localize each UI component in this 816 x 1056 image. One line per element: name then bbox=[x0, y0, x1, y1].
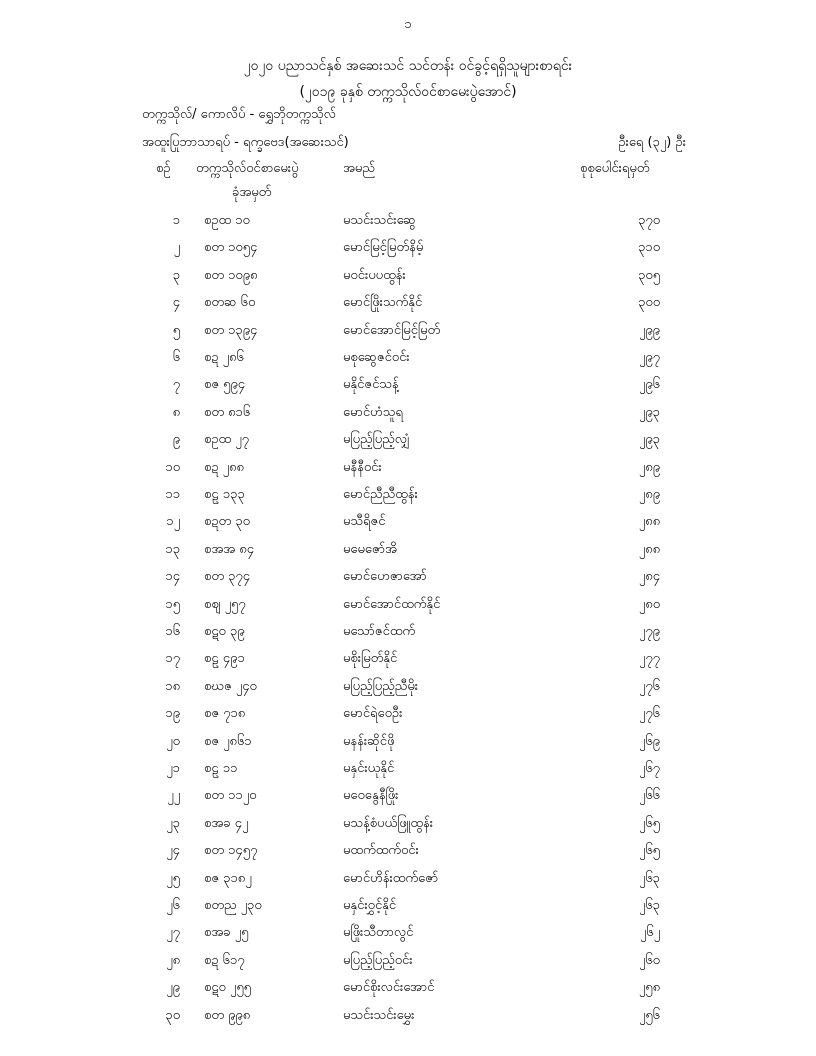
roll-number: စဃဇ ၂၄၀ bbox=[204, 678, 257, 694]
total-marks: ၂၆၆ bbox=[638, 788, 660, 804]
row-number: ၁၀ bbox=[165, 459, 180, 475]
row-number: ၁၉ bbox=[165, 706, 180, 722]
roll-number: စဥထ ၁၀ bbox=[204, 213, 250, 228]
total-marks: ၂၇၉ bbox=[638, 624, 660, 639]
table-row bbox=[0, 952, 816, 978]
row-number: ၂၁ bbox=[166, 761, 180, 776]
row-number: ၂၆ bbox=[166, 898, 180, 913]
total-count: ဦးရေ (၃၂) ဦး bbox=[618, 135, 686, 150]
table-row bbox=[0, 486, 816, 512]
total-marks: ၂၆၉ bbox=[638, 733, 660, 749]
total-marks: ၃၀၅ bbox=[638, 267, 660, 283]
roll-number: စတ ၈၁၆ bbox=[204, 404, 251, 420]
roll-number: စဍ ၂၈၆ bbox=[204, 350, 244, 365]
total-marks: ၃၁၀ bbox=[638, 240, 660, 256]
row-number: ၂၃ bbox=[166, 815, 180, 831]
roll-number: စအခ ၂၅ bbox=[204, 925, 249, 941]
student-name: မပြည့်ပြည့်ညီမိုး bbox=[343, 678, 419, 694]
table-row bbox=[0, 760, 816, 786]
table-row bbox=[0, 513, 816, 539]
total-marks: ၂၅၈ bbox=[638, 980, 660, 996]
total-marks: ၂၉၆ bbox=[638, 377, 660, 393]
student-name: မထက်ထက်ဝင်း bbox=[343, 843, 419, 859]
roll-number: စဠ ၄၉၁ bbox=[204, 651, 245, 667]
roll-number: စတ ၁၃၉၄ bbox=[204, 322, 258, 338]
row-number: ၁၂ bbox=[166, 514, 180, 530]
row-number: ၃၀ bbox=[165, 1007, 180, 1023]
total-marks: ၂၆၃ bbox=[638, 870, 660, 886]
student-name: မောင်ညီညီထွန်း bbox=[343, 487, 418, 502]
total-marks: ၂၆၅ bbox=[638, 843, 660, 859]
total-marks: ၃၀၀ bbox=[638, 295, 660, 311]
table-row bbox=[0, 623, 816, 649]
student-name: မဖြိုးသီတာလွင် bbox=[343, 925, 414, 941]
row-number: ၁၃ bbox=[165, 541, 180, 557]
row-number: ၂၀ bbox=[166, 733, 180, 749]
table-row bbox=[0, 924, 816, 950]
roll-number: စဥထ ၂၇ bbox=[204, 432, 249, 448]
table-row bbox=[0, 678, 816, 704]
table-row bbox=[0, 239, 816, 265]
table-row bbox=[0, 294, 816, 320]
student-name: မဝင်းပပထွန်း bbox=[343, 267, 406, 283]
page-number: ၁ bbox=[404, 17, 412, 32]
row-number: ၇ bbox=[172, 377, 180, 393]
student-name: မောင်ရဲဝေဦး bbox=[343, 706, 403, 722]
roll-number: စဋဝ ၂၅၅ bbox=[204, 980, 251, 996]
student-name: မနိုင်ဇင်သန့် bbox=[343, 377, 399, 393]
student-name: မပြည့်ပြည့်လျှံ bbox=[343, 432, 410, 448]
table-row bbox=[0, 431, 816, 457]
total-marks: ၃၇၀ bbox=[638, 213, 660, 228]
roll-number: စတ ၉၉၈ bbox=[204, 1007, 251, 1023]
roll-number: စအအ ၈၄ bbox=[204, 541, 255, 557]
student-name: မသီရိဇင် bbox=[343, 514, 386, 530]
row-number: ၉ bbox=[172, 432, 180, 448]
total-marks: ၂၉၃ bbox=[638, 404, 660, 420]
table-row bbox=[0, 568, 816, 594]
total-marks: ၂၆၂ bbox=[639, 925, 660, 941]
table-row bbox=[0, 376, 816, 402]
total-marks: ၂၆၅ bbox=[638, 815, 660, 831]
student-name: မောင်အောင်မြင့်မြတ် bbox=[343, 322, 441, 338]
subject-line: အထူးပြုဘာသာရပ် - ရက္ခဗေဒ(အဆေးသင်) bbox=[142, 135, 349, 150]
row-number: ၂၂ bbox=[167, 788, 180, 804]
table-row bbox=[0, 404, 816, 430]
roll-number: စဍ ၂၈၈ bbox=[204, 459, 244, 475]
table-row bbox=[0, 212, 816, 238]
total-marks: ၂၈၈ bbox=[638, 541, 660, 557]
roll-number: စဋဝ ၃၉ bbox=[204, 624, 245, 639]
row-number: ၈ bbox=[172, 404, 180, 420]
table-row bbox=[0, 541, 816, 567]
roll-number: စတ ၃၇၄ bbox=[204, 569, 251, 585]
row-number: ၂၄ bbox=[166, 843, 180, 859]
student-name: မောင်ဟိန်းထက်ဇော် bbox=[343, 870, 439, 886]
roll-number: စဠ ၁၃၃ bbox=[204, 487, 245, 502]
total-marks: ၂၈၉ bbox=[638, 487, 660, 502]
total-marks: ၂၈၄ bbox=[638, 569, 660, 585]
student-name: မနီနီဝင်း bbox=[343, 459, 382, 475]
table-row bbox=[0, 322, 816, 348]
row-number: ၂၅ bbox=[166, 870, 180, 886]
roll-number: စဈ ၂၅၇ bbox=[204, 596, 246, 612]
row-number: ၁၄ bbox=[165, 569, 180, 585]
document-subtitle: (၂၀၁၉ ခုနှစ် တက္ကသိုလ်ဝင်စာမေးပွဲအောင်) bbox=[299, 84, 517, 100]
student-name: မနန်းဆိုင်ဖို bbox=[343, 733, 395, 749]
roll-number: စဇ ၇၁၈ bbox=[204, 706, 246, 722]
table-row bbox=[0, 1007, 816, 1033]
roll-number: စတ ၁၄၅၇ bbox=[204, 843, 258, 859]
row-number: ၂ bbox=[173, 240, 180, 256]
student-name: မောင်ဟံသူရ bbox=[343, 404, 403, 420]
row-number: ၆ bbox=[172, 350, 180, 365]
total-marks: ၂၇၇ bbox=[638, 651, 660, 667]
roll-number: စတ ၁၀၉၈ bbox=[204, 267, 258, 283]
row-number: ၁၁ bbox=[165, 487, 180, 502]
student-name: မမေဇော်အိ bbox=[343, 541, 397, 557]
roll-number: စအခ ၄၂ bbox=[204, 815, 249, 831]
row-number: ၁၅ bbox=[165, 596, 180, 612]
header-name: အမည် bbox=[343, 161, 375, 176]
roll-number: စဇ ၃၁၈၂ bbox=[204, 870, 252, 886]
total-marks: ၂၉၇ bbox=[638, 350, 660, 365]
student-name: မဝေနွေနီဖြိုး bbox=[343, 788, 399, 804]
roll-number: စဠ ၁၁ bbox=[204, 761, 238, 776]
total-marks: ၂၇၆ bbox=[638, 706, 660, 722]
total-marks: ၂၈၀ bbox=[638, 596, 660, 612]
student-name: မနှင်းဝွှင့်နိုင် bbox=[343, 898, 397, 913]
row-number: ၁၆ bbox=[165, 624, 180, 639]
total-marks: ၂၈၉ bbox=[638, 459, 660, 475]
row-number: ၁၇ bbox=[165, 651, 180, 667]
total-marks: ၂၇၆ bbox=[638, 678, 660, 694]
roll-number: စဇ ၂၈၆၁ bbox=[204, 733, 252, 749]
total-marks: ၂၆၇ bbox=[638, 761, 660, 776]
student-name: မောင်ဟေဇာအော် bbox=[343, 569, 427, 585]
row-number: ၁၈ bbox=[165, 678, 180, 694]
header-marks: စုစုပေါင်းရမှတ် bbox=[580, 161, 650, 176]
row-number: ၃ bbox=[172, 267, 180, 283]
table-row bbox=[0, 897, 816, 923]
table-row bbox=[0, 459, 816, 485]
student-name: မောင်အောင်ထက်နိုင် bbox=[343, 596, 441, 612]
student-name: မသင်းသင်းဆွေ bbox=[343, 213, 416, 228]
table-row bbox=[0, 596, 816, 622]
row-number: ၂၈ bbox=[166, 952, 180, 968]
total-marks: ၂၅၆ bbox=[638, 1007, 660, 1023]
student-name: မစုဆွေဇင်ဝင်း bbox=[343, 350, 410, 365]
student-name: မသန့်စံပယ်ဖြူထွန်း bbox=[343, 815, 434, 831]
roll-number: စဍ ၆၁၇ bbox=[204, 952, 245, 968]
header-no: စဉ် bbox=[156, 161, 171, 176]
total-marks: ၂၈၈ bbox=[638, 514, 660, 530]
table-row bbox=[0, 815, 816, 841]
row-number: ၄ bbox=[172, 295, 180, 311]
student-name: မသင်းသင်းမွှေး bbox=[343, 1007, 415, 1023]
row-number: ၅ bbox=[172, 322, 180, 338]
table-row bbox=[0, 267, 816, 293]
total-marks: ၂၆၀ bbox=[638, 952, 660, 968]
row-number: ၂၇ bbox=[166, 925, 180, 941]
student-name: မပြည့်ပြည့်ဝင်း bbox=[343, 952, 413, 968]
student-name: မောင်စိုးလင်းအောင် bbox=[343, 980, 435, 996]
student-name: မစိုးမြတ်နိုင် bbox=[343, 651, 398, 667]
row-number: ၂၉ bbox=[166, 980, 180, 996]
table-row bbox=[0, 979, 816, 1005]
document-title: ၂၀၂၀ ပညာသင်နှစ် အဆေးသင် သင်တန်း ဝင်ခွင့်ရရှိသူများစာရင်း bbox=[243, 58, 573, 74]
header-roll-2: ခုံအမှတ် bbox=[232, 185, 272, 200]
total-marks: ၂၆၃ bbox=[638, 898, 660, 913]
table-row bbox=[0, 650, 816, 676]
table-row bbox=[0, 870, 816, 896]
roll-number: စဇ ၅၉၄ bbox=[204, 377, 246, 393]
university-line: တက္ကသိုလ်/ ကောလိပ် - ရွှေဘိုတက္ကသိုလ် bbox=[142, 107, 336, 122]
student-name: မနှင်းယုနိုင် bbox=[343, 761, 395, 776]
total-marks: ၂၉၉ bbox=[638, 322, 660, 338]
table-row bbox=[0, 705, 816, 731]
roll-number: စတ ၁၁၂၀ bbox=[204, 788, 257, 804]
table-row bbox=[0, 349, 816, 375]
total-marks: ၂၉၃ bbox=[638, 432, 660, 448]
row-number: ၁ bbox=[172, 213, 180, 228]
table-row bbox=[0, 733, 816, 759]
table-row bbox=[0, 787, 816, 813]
roll-number: စတည ၂၃၀ bbox=[204, 898, 262, 913]
roll-number: စတဆ ၆၀ bbox=[204, 295, 256, 311]
roll-number: စဍတ ၃၀ bbox=[204, 514, 250, 530]
roll-number: စတ ၁၀၅၄ bbox=[204, 240, 258, 256]
header-roll: တက္ကသိုလ်ဝင်စာမေးပွဲ bbox=[196, 161, 299, 176]
table-row bbox=[0, 842, 816, 868]
student-name: မောင်ဖြိုးသက်နိုင် bbox=[343, 295, 423, 311]
student-name: မောင်မြင့်မြတ်နိမ့် bbox=[343, 240, 424, 256]
student-name: မသော်ဇင်ထက် bbox=[343, 624, 416, 639]
